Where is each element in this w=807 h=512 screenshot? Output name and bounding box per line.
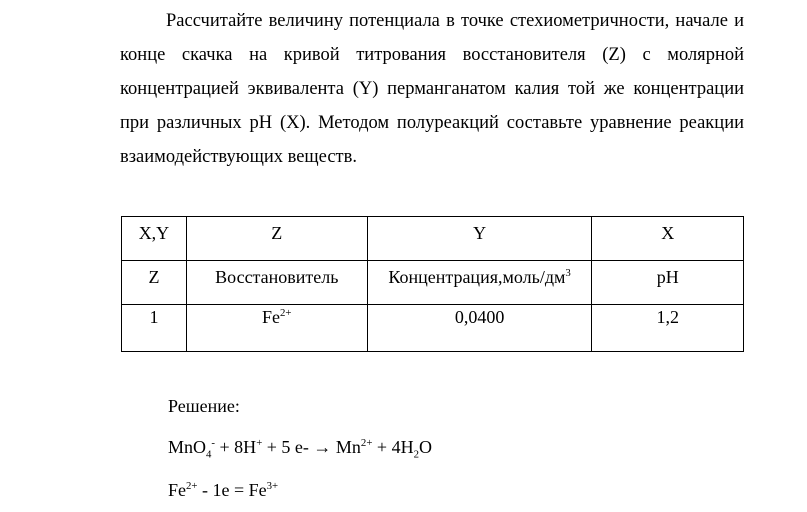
table-cell: Y <box>367 217 592 261</box>
problem-line-1: Рассчитайте величину потенциала в точке стехиометричности, начале и <box>166 11 744 31</box>
problem-line-3: концентрацией эквивалента (Y) перманганатом калия той же концентрации <box>120 79 744 99</box>
unit-exponent: 3 <box>565 267 571 279</box>
table-cell <box>367 261 592 305</box>
half-reaction-iron: $Fe^{2+} - 1e = Fe^{3+}$ <box>168 480 279 500</box>
table-cell: X <box>592 217 744 261</box>
problem-line-4: при различных pH (X). Методом полуреакций составьте уравнение реакции <box>120 113 744 133</box>
table-cell: X,Y <box>122 217 187 261</box>
concentration-label: Концентрация,моль/дм <box>388 267 566 287</box>
table-cell: 1,2 <box>592 305 744 352</box>
table-cell: Восстановитель <box>186 261 367 305</box>
table-cell: Z <box>186 217 367 261</box>
problem-statement <box>120 4 744 174</box>
table-row <box>122 305 744 352</box>
reductant-charge: 2+ <box>280 307 292 319</box>
solution-title: Решение: <box>168 396 240 416</box>
table-cell: pH <box>592 261 744 305</box>
table-cell: Z <box>122 261 187 305</box>
half-reaction-permanganate: MnO$_4$- + 8H+ + 5 $e- \to Mn^{2+} + 4H_2O$ <box>168 437 432 461</box>
data-table <box>121 216 744 352</box>
problem-line-2: конце скачка на кривой титрования восстановителя (Z) с молярной <box>120 45 744 65</box>
table-cell <box>186 305 367 352</box>
table-header-row <box>122 217 744 261</box>
reductant-formula: Fe <box>262 307 281 327</box>
problem-line-5: взаимодействующих веществ. <box>120 147 358 167</box>
table-cell: 0,0400 <box>367 305 592 352</box>
table-cell: 1 <box>122 305 187 352</box>
table-subheader-row <box>122 261 744 305</box>
